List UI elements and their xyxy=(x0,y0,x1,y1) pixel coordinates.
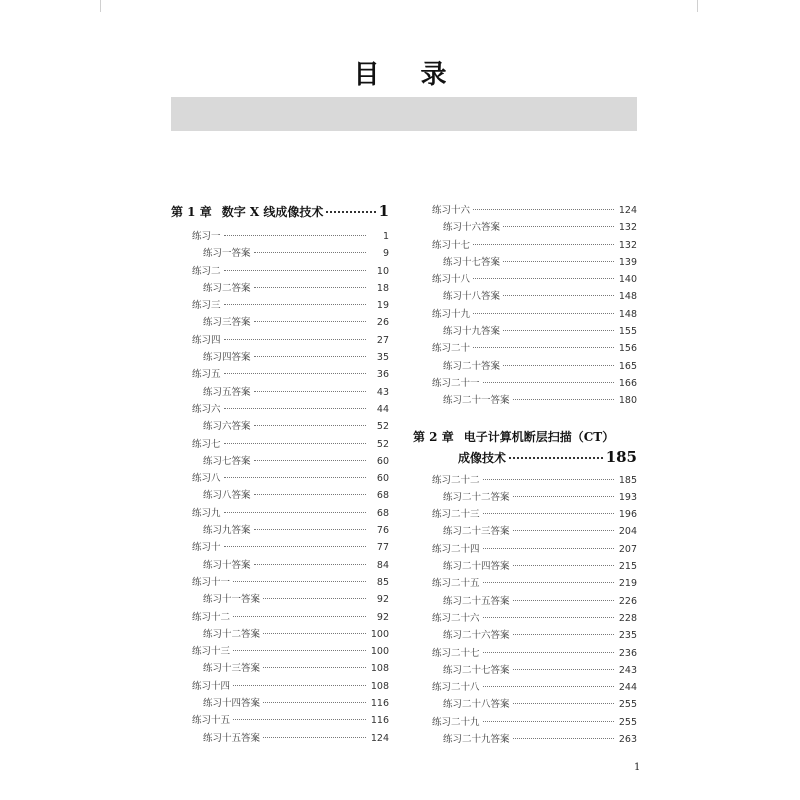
dot-leader xyxy=(263,737,366,738)
toc-entry-answer[interactable] xyxy=(413,489,637,506)
toc-entry-answer[interactable] xyxy=(171,487,389,504)
toc-entry-answer[interactable] xyxy=(171,695,389,712)
dot-leader xyxy=(263,702,366,703)
dot-leader xyxy=(263,667,366,668)
dot-leader xyxy=(483,548,614,549)
entry-page: 165 xyxy=(618,360,637,372)
entry-page: 92 xyxy=(376,594,389,606)
dot-leader xyxy=(326,211,375,213)
title-banner xyxy=(171,97,637,131)
dot-leader xyxy=(224,270,366,271)
entry-page: 68 xyxy=(376,490,389,502)
toc-entry-answer[interactable] xyxy=(413,392,637,409)
entry-page: 148 xyxy=(618,308,637,320)
toc-entry-answer[interactable] xyxy=(171,730,389,747)
entry-label: 练习十三答案 xyxy=(203,663,261,675)
entry-page: 139 xyxy=(618,256,637,268)
entry-label: 练习十九答案 xyxy=(443,326,501,338)
entry-page: 108 xyxy=(370,663,389,675)
dot-leader xyxy=(483,382,614,383)
chapter-2-heading[interactable] xyxy=(413,428,637,468)
entry-label: 练习二十三答案 xyxy=(443,526,510,538)
dot-leader xyxy=(483,582,614,583)
dot-leader xyxy=(483,617,614,618)
dot-leader xyxy=(503,365,614,366)
toc-entry-answer[interactable] xyxy=(413,696,637,713)
dot-leader xyxy=(224,408,366,409)
entry-label: 练习十七答案 xyxy=(443,256,501,268)
entry-label: 练习二十六答案 xyxy=(443,630,510,642)
entry-page: 140 xyxy=(618,274,637,286)
entry-page: 132 xyxy=(618,222,637,234)
entry-label: 练习三答案 xyxy=(203,317,251,329)
entry-page: 219 xyxy=(618,578,637,590)
chapter-2-entries xyxy=(413,472,637,749)
toc-entry-exercise[interactable] xyxy=(413,340,637,357)
entry-label: 练习四答案 xyxy=(203,352,251,364)
dot-leader xyxy=(473,347,614,348)
entry-page: 52 xyxy=(376,421,389,433)
entry-page: 10 xyxy=(376,265,389,277)
crop-mark-left xyxy=(100,0,101,12)
entry-label: 练习十二 xyxy=(192,611,231,623)
dot-leader xyxy=(224,443,366,444)
entry-page: 193 xyxy=(618,491,637,503)
entry-page: 68 xyxy=(376,507,389,519)
dot-leader xyxy=(513,738,614,739)
toc-entry-answer[interactable] xyxy=(413,523,637,540)
toc-entry-exercise[interactable] xyxy=(171,297,389,314)
toc-entry-exercise[interactable] xyxy=(171,470,389,487)
dot-leader xyxy=(263,598,366,599)
entry-page: 235 xyxy=(618,630,637,642)
dot-leader xyxy=(513,634,614,635)
entry-label: 练习四 xyxy=(192,334,221,346)
chapter-page: 1 xyxy=(378,202,389,220)
entry-page: 9 xyxy=(382,248,389,260)
dot-leader xyxy=(513,669,614,670)
entry-label: 练习二十八 xyxy=(432,682,480,694)
entry-page: 18 xyxy=(376,282,389,294)
entry-page: 108 xyxy=(370,680,389,692)
entry-label: 练习十一答案 xyxy=(203,594,261,606)
toc-entry-exercise[interactable] xyxy=(413,271,637,288)
entry-label: 练习二十九 xyxy=(432,716,480,728)
entry-label: 练习十四答案 xyxy=(203,698,261,710)
entry-page: 124 xyxy=(618,205,637,216)
dot-leader xyxy=(224,373,366,374)
entry-label: 练习十六答案 xyxy=(443,222,501,234)
dot-leader xyxy=(503,261,614,262)
toc-entry-exercise[interactable] xyxy=(171,678,389,695)
toc-entry-exercise[interactable] xyxy=(413,541,637,558)
toc-entry-answer[interactable] xyxy=(171,660,389,677)
entry-page: 44 xyxy=(376,403,389,415)
entry-label: 练习二十四 xyxy=(432,543,480,555)
entry-label: 练习九 xyxy=(192,507,221,519)
entry-label: 练习十五 xyxy=(192,715,231,727)
entry-label: 练习十 xyxy=(192,542,221,554)
dot-leader xyxy=(224,546,366,547)
entry-label: 练习二十二 xyxy=(432,474,480,486)
toc-entry-exercise[interactable] xyxy=(413,645,637,662)
entry-label: 练习二十一答案 xyxy=(443,395,510,407)
entry-label: 练习二十 xyxy=(432,343,471,355)
toc-entry-answer[interactable] xyxy=(413,593,637,610)
entry-page: 84 xyxy=(376,559,389,571)
dot-leader xyxy=(513,600,614,601)
dot-leader xyxy=(483,479,614,480)
entry-label: 练习五 xyxy=(192,369,221,381)
toc-entry-answer[interactable] xyxy=(171,245,389,262)
entry-label: 练习十七 xyxy=(432,239,471,251)
entry-label: 练习十一 xyxy=(192,576,231,588)
entry-page: 43 xyxy=(376,386,389,398)
toc-entry-answer[interactable] xyxy=(171,280,389,297)
chapter-1-heading[interactable] xyxy=(171,202,389,224)
dot-leader xyxy=(224,512,366,513)
entry-label: 练习二十二答案 xyxy=(443,491,510,503)
dot-leader xyxy=(224,304,366,305)
toc-entry-exercise[interactable] xyxy=(413,679,637,696)
toc-entry-answer[interactable] xyxy=(413,358,637,375)
toc-entry-answer[interactable] xyxy=(413,662,637,679)
entry-page: 244 xyxy=(618,682,637,694)
entry-label: 练习二十五答案 xyxy=(443,595,510,607)
dot-leader xyxy=(513,496,614,497)
entry-page: 156 xyxy=(618,343,637,355)
dot-leader xyxy=(254,494,366,495)
entry-label: 练习三 xyxy=(192,300,221,312)
entry-page: 243 xyxy=(618,664,637,676)
entry-label: 练习二十九答案 xyxy=(443,734,510,746)
entry-label: 练习二答案 xyxy=(203,282,251,294)
toc-entry-answer[interactable] xyxy=(171,349,389,366)
toc-entry-exercise[interactable] xyxy=(413,202,637,219)
entry-label: 练习十九 xyxy=(432,308,471,320)
entry-label: 练习九答案 xyxy=(203,525,251,537)
toc-entry-exercise[interactable] xyxy=(413,506,637,523)
entry-label: 练习十五答案 xyxy=(203,732,261,744)
dot-leader xyxy=(473,278,614,279)
dot-leader xyxy=(513,703,614,704)
page-title: 目 录 xyxy=(353,60,463,90)
entry-page: 116 xyxy=(370,698,389,710)
dot-leader xyxy=(513,565,614,566)
entry-label: 练习十八答案 xyxy=(443,291,501,303)
dot-leader xyxy=(224,477,366,478)
page-number: 1 xyxy=(634,762,641,773)
entry-page: 100 xyxy=(370,646,389,658)
entry-page: 207 xyxy=(618,543,637,555)
entry-label: 练习八答案 xyxy=(203,490,251,502)
entry-label: 练习六 xyxy=(192,403,221,415)
dot-leader xyxy=(483,686,614,687)
entry-page: 52 xyxy=(376,438,389,450)
entry-label: 练习二 xyxy=(192,265,221,277)
toc-entry-answer[interactable] xyxy=(171,384,389,401)
toc-entry-exercise[interactable] xyxy=(171,332,389,349)
dot-leader xyxy=(483,721,614,722)
chapter-title-line-1: 电子计算机断层扫描（CT） xyxy=(463,429,615,444)
dot-leader xyxy=(254,252,366,253)
entry-page: 148 xyxy=(618,291,637,303)
entry-label: 练习二十四答案 xyxy=(443,561,510,573)
toc-entry-exercise[interactable] xyxy=(171,643,389,660)
entry-page: 76 xyxy=(376,525,389,537)
entry-page: 166 xyxy=(618,377,637,389)
entry-label: 练习二十七 xyxy=(432,647,480,659)
chapter-title: 数字 X 线成像技术 xyxy=(221,205,324,219)
entry-label: 练习十八 xyxy=(432,274,471,286)
toc-entry-answer[interactable] xyxy=(413,288,637,305)
entry-label: 练习一 xyxy=(192,231,221,242)
chapter-page: 185 xyxy=(605,447,637,466)
dot-leader xyxy=(254,460,366,461)
entry-page: 85 xyxy=(376,576,389,588)
toc-left-column xyxy=(171,202,389,747)
entry-label: 练习二十答案 xyxy=(443,360,501,372)
toc-entry-answer[interactable] xyxy=(171,591,389,608)
entry-page: 263 xyxy=(618,734,637,746)
entry-page: 35 xyxy=(376,352,389,364)
toc-entry-answer[interactable] xyxy=(413,558,637,575)
entry-label: 练习七答案 xyxy=(203,455,251,467)
toc-entry-exercise[interactable] xyxy=(171,712,389,729)
entry-page: 124 xyxy=(370,732,389,744)
entry-label: 练习二十一 xyxy=(432,377,480,389)
dot-leader xyxy=(254,391,366,392)
toc-entry-exercise[interactable] xyxy=(171,574,389,591)
entry-label: 练习十三 xyxy=(192,646,231,658)
dot-leader xyxy=(224,339,366,340)
toc-entry-answer[interactable] xyxy=(413,254,637,271)
entry-label: 练习十四 xyxy=(192,680,231,692)
entry-page: 100 xyxy=(370,628,389,640)
entry-page: 27 xyxy=(376,334,389,346)
chapter-1-entries-continued xyxy=(413,202,637,410)
entry-page: 116 xyxy=(370,715,389,727)
dot-leader xyxy=(233,719,366,720)
dot-leader xyxy=(473,313,614,314)
toc-entry-answer[interactable] xyxy=(171,522,389,539)
toc-entry-answer[interactable] xyxy=(413,219,637,236)
toc-entry-answer[interactable] xyxy=(171,557,389,574)
entry-label: 练习二十六 xyxy=(432,612,480,624)
entry-label: 练习二十七答案 xyxy=(443,664,510,676)
toc-entry-exercise[interactable] xyxy=(413,714,637,731)
entry-page: 26 xyxy=(376,317,389,329)
toc-entry-exercise[interactable] xyxy=(171,436,389,453)
entry-page: 236 xyxy=(618,647,637,659)
entry-page: 185 xyxy=(618,474,637,486)
chapter-1-entries xyxy=(171,228,389,747)
dot-leader xyxy=(254,425,366,426)
dot-leader xyxy=(254,529,366,530)
entry-page: 77 xyxy=(376,542,389,554)
entry-label: 练习八 xyxy=(192,473,221,485)
toc-entry-exercise[interactable] xyxy=(413,237,637,254)
toc-entry-exercise[interactable] xyxy=(171,609,389,626)
dot-leader xyxy=(513,399,614,400)
toc-entry-answer[interactable] xyxy=(171,453,389,470)
dot-leader xyxy=(254,321,366,322)
dot-leader xyxy=(233,650,366,651)
toc-entry-exercise[interactable] xyxy=(413,610,637,627)
dot-leader xyxy=(254,356,366,357)
entry-label: 练习二十三 xyxy=(432,509,480,521)
dot-leader xyxy=(263,633,366,634)
dot-leader xyxy=(254,564,366,565)
toc-entry-exercise[interactable] xyxy=(171,505,389,522)
toc-entry-exercise[interactable] xyxy=(171,366,389,383)
entry-label: 练习二十五 xyxy=(432,578,480,590)
dot-leader xyxy=(503,330,614,331)
entry-label: 练习五答案 xyxy=(203,386,251,398)
entry-page: 228 xyxy=(618,612,637,624)
entry-page: 196 xyxy=(618,509,637,521)
dot-leader xyxy=(473,209,614,210)
toc-entry-exercise[interactable] xyxy=(413,375,637,392)
entry-page: 255 xyxy=(618,716,637,728)
dot-leader xyxy=(483,652,614,653)
entry-page: 215 xyxy=(618,561,637,573)
entry-page: 60 xyxy=(376,473,389,485)
toc-right-column xyxy=(413,202,637,748)
entry-label: 练习六答案 xyxy=(203,421,251,433)
dot-leader xyxy=(473,244,614,245)
toc-entry-exercise[interactable] xyxy=(413,306,637,323)
toc-entry-exercise[interactable] xyxy=(171,263,389,280)
dot-leader xyxy=(483,513,614,514)
toc-entry-answer[interactable] xyxy=(413,627,637,644)
dot-leader xyxy=(233,685,366,686)
entry-page: 132 xyxy=(618,239,637,251)
entry-page: 180 xyxy=(618,395,637,407)
entry-label: 练习七 xyxy=(192,438,221,450)
entry-label: 练习十六 xyxy=(432,205,471,216)
toc-entry-answer[interactable] xyxy=(413,731,637,748)
chapter-number: 第 1 章 xyxy=(171,205,212,219)
entry-label: 练习一答案 xyxy=(203,248,251,260)
entry-page: 255 xyxy=(618,699,637,711)
entry-page: 155 xyxy=(618,326,637,338)
dot-leader xyxy=(503,226,614,227)
toc-entry-answer[interactable] xyxy=(413,323,637,340)
dot-leader xyxy=(254,287,366,288)
toc-entry-answer[interactable] xyxy=(171,418,389,435)
toc-entry-exercise[interactable] xyxy=(413,472,637,489)
entry-page: 1 xyxy=(382,231,389,242)
entry-page: 226 xyxy=(618,595,637,607)
toc-entry-exercise[interactable] xyxy=(171,228,389,245)
entry-page: 19 xyxy=(376,300,389,312)
toc-entry-answer[interactable] xyxy=(171,626,389,643)
chapter-title-line-2: 成像技术 xyxy=(458,450,507,465)
entry-page: 60 xyxy=(376,455,389,467)
dot-leader xyxy=(224,235,366,236)
chapter-number: 第 2 章 xyxy=(413,429,454,444)
toc-entry-answer[interactable] xyxy=(171,314,389,331)
entry-label: 练习二十八答案 xyxy=(443,699,510,711)
dot-leader xyxy=(503,295,614,296)
entry-page: 204 xyxy=(618,526,637,538)
toc-entry-exercise[interactable] xyxy=(171,401,389,418)
dot-leader xyxy=(509,457,603,459)
toc-entry-exercise[interactable] xyxy=(171,539,389,556)
entry-page: 36 xyxy=(376,369,389,381)
entry-label: 练习十二答案 xyxy=(203,628,261,640)
dot-leader xyxy=(513,530,614,531)
entry-label: 练习十答案 xyxy=(203,559,251,571)
dot-leader xyxy=(233,581,366,582)
entry-page: 92 xyxy=(376,611,389,623)
dot-leader xyxy=(233,616,366,617)
toc-entry-exercise[interactable] xyxy=(413,575,637,592)
crop-mark-right xyxy=(697,0,698,12)
